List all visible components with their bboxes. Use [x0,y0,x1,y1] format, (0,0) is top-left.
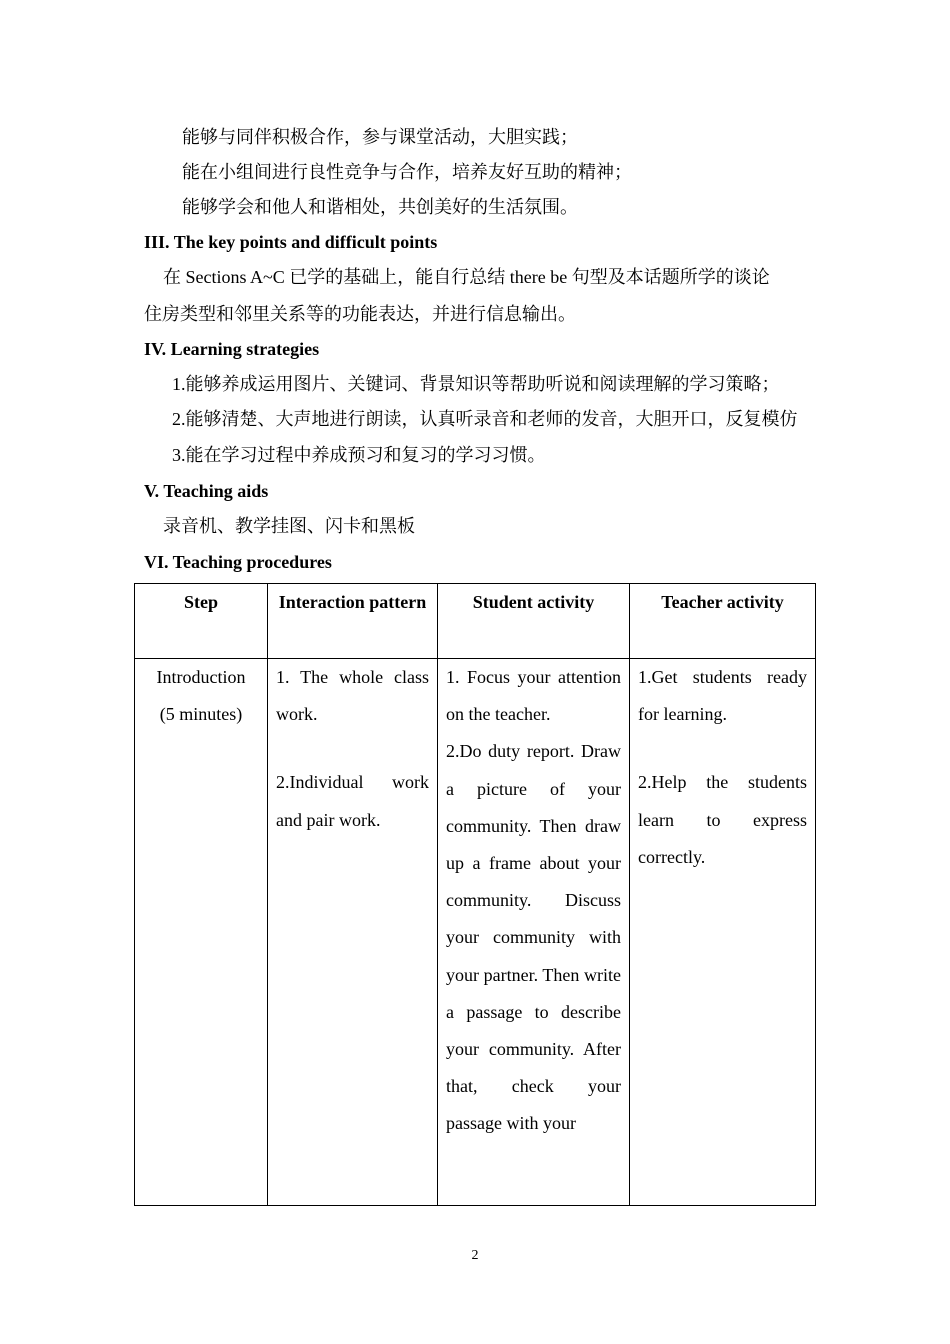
page-number: 2 [471,1248,479,1263]
objective-line-1: 能够与同伴积极合作，参与课堂活动，大胆实践； [182,127,578,147]
teacher-activity-cell [630,659,816,1206]
teacher-activity-item: 2.Help the students learn to express correctly. [638,772,807,867]
teacher-activity-item: 1.Get students ready for learning. [638,667,807,725]
key-points-text-line-2: 住房类型和邻里关系等的功能表达，并进行信息输出。 [144,304,576,324]
section-heading-teaching-aids: V. Teaching aids [144,481,269,501]
table-header-row [135,584,816,659]
section-heading-key-points: III. The key points and difficult points [144,232,438,252]
objective-line-2: 能在小组间进行良性竞争与合作，培养友好互助的精神； [182,162,632,182]
section-heading-learning-strategies: IV. Learning strategies [144,339,320,359]
step-time: (5 minutes) [159,704,243,725]
key-points-text-line-1: 在 Sections A~C 已学的基础上，能自行总结 there be 句型及本话题所学的谈论 [163,267,770,287]
step-name: Introduction [156,667,246,687]
table-row [135,659,816,1206]
header-teacher-activity: Teacher activity [630,584,816,659]
interaction-item: 2.Individual work and pair work. [276,772,429,830]
interaction-item: 1. The whole class work. [276,667,429,725]
header-student-activity: Student activity [438,584,630,659]
student-activity-cell [438,659,630,1206]
section-heading-teaching-procedures: VI. Teaching procedures [144,552,332,572]
student-activity-item: 1. Focus your attention on the teacher. [446,667,621,725]
teaching-aids-text: 录音机、教学挂图、闪卡和黑板 [163,516,415,536]
strategy-item-2: 2.能够清楚、大声地进行朗读，认真听录音和老师的发音，大胆开口，反复模仿 [172,409,798,429]
step-cell [135,659,268,1206]
interaction-cell [268,659,438,1206]
header-interaction-pattern: Interaction pattern [268,584,438,659]
strategy-item-1: 1.能够养成运用图片、关键词、背景知识等帮助听说和阅读理解的学习策略； [172,374,780,394]
teaching-procedures-table [134,583,816,1206]
student-activity-item: 2.Do duty report. Draw a picture of your community. Then draw up a frame about your community. Discuss your community with your partner. Then write a passage to describe your community. After that, check your passage with your [446,741,621,1134]
header-step: Step [135,584,268,659]
objective-line-3: 能够学会和他人和谐相处，共创美好的生活氛围。 [182,197,578,217]
strategy-item-3: 3.能在学习过程中养成预习和复习的学习习惯。 [172,445,546,465]
